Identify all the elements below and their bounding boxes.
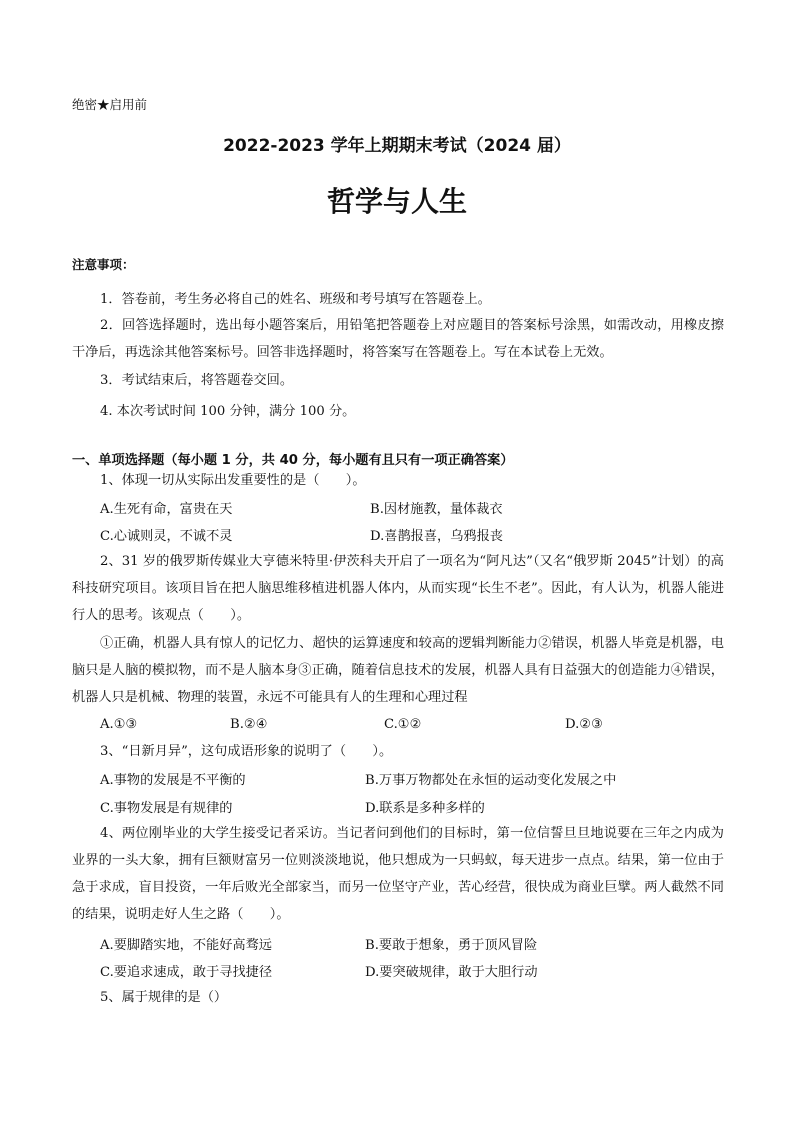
q4-option-d: D.要突破规律，敢于大胆行动 bbox=[365, 965, 538, 980]
question-2-statements: ①正确，机器人具有惊人的记忆力、超快的运算速度和较高的逻辑判断能力②错误，机器人毕竟是机器，电脑只是人脑的模拟物，而不是人脑本身③正确，随着信息技术的发展，机器人具有日益强大的创造能力④错误，机器人只是机械、物理的装置，永远不可能具有人的生理和心理过程 bbox=[72, 636, 724, 705]
question-4-stem: 4、两位刚毕业的大学生接受记者采访。当记者问到他们的目标时，第一位信誓旦旦地说要在三年之内成为业界的一头大象，拥有巨额财富另一位则淡淡地说，他只想成为一只蚂蚁，每天进步一点点。结果，第一位由于急于求成，盲目投资，一年后败光全部家当，而另一位坚守产业，苦心经营，很快成为商业巨擘。两人截然不同的结果，说明走好人生之路（ ）。 bbox=[72, 826, 724, 922]
notice-item-1: 1．答卷前，考生务必将自己的姓名、班级和考号填写在答题卷上。 bbox=[100, 292, 491, 307]
question-1-stem: 1、体现一切从实际出发重要性的是（ ）。 bbox=[100, 473, 366, 488]
section-heading: 一、单项选择题（每小题 1 分，共 40 分，每小题有且只有一项正确答案） bbox=[72, 453, 514, 468]
question-5-stem: 5、属于规律的是（） bbox=[100, 990, 228, 1005]
q4-option-b: B.要敢于想象，勇于顶风冒险 bbox=[365, 938, 538, 953]
notice-item-3: 3．考试结束后，将答题卷交回。 bbox=[100, 373, 294, 388]
q1-option-c: C.心诚则灵，不诚不灵 bbox=[100, 529, 233, 544]
q3-option-b: B.万事万物都处在永恒的运动变化发展之中 bbox=[365, 773, 617, 788]
confidential-mark: 绝密★启用前 bbox=[72, 97, 148, 112]
notice-heading: 注意事项： bbox=[72, 257, 135, 272]
q3-option-a: A.事物的发展是不平衡的 bbox=[100, 773, 246, 788]
subject-title: 哲学与人生 bbox=[326, 185, 467, 218]
q1-option-a: A.生死有命，富贵在天 bbox=[100, 502, 233, 517]
q2-option-a: A.①③ bbox=[100, 717, 138, 732]
q1-option-d: D.喜鹊报喜，乌鸦报丧 bbox=[370, 529, 503, 544]
notice-item-2: 2．回答选择题时，选出每小题答案后，用铅笔把答题卷上对应题目的答案标号涂黑，如需改动，用橡皮擦干净后，再选涂其他答案标号。回答非选择题时，将答案写在答题卷上。写在本试卷上无效。 bbox=[72, 318, 724, 360]
q2-option-c: C.①② bbox=[384, 717, 422, 732]
q4-option-a: A.要脚踏实地，不能好高骛远 bbox=[100, 938, 272, 953]
q3-option-c: C.事物发展是有规律的 bbox=[100, 801, 233, 816]
question-3-stem: 3、“日新月异”，这句成语形象的说明了（ ）。 bbox=[100, 744, 393, 759]
notice-item-4: 4. 本次考试时间 100 分钟，满分 100 分。 bbox=[100, 404, 356, 419]
q3-option-d: D.联系是多种多样的 bbox=[365, 801, 485, 816]
q4-option-c: C.要追求速成，敢于寻找捷径 bbox=[100, 965, 273, 980]
exam-title: 2022-2023 学年上期期末考试（2024 届） bbox=[223, 136, 571, 156]
question-2-stem: 2、31 岁的俄罗斯传媒业大亨德米特里·伊茨科夫开启了一项名为“阿凡达”（又名“俄罗斯 2045”计划）的高科技研究项目。该项目旨在把人脑思维移植进机器人体内，从而实现“长生不老”。因此，有人认为，机器人能进行人的思考。该观点（ ）。 bbox=[72, 554, 724, 623]
q2-option-d: D.②③ bbox=[565, 717, 603, 732]
q2-option-b: B.②④ bbox=[230, 717, 268, 732]
q1-option-b: B.因材施教，量体裁衣 bbox=[370, 502, 503, 517]
